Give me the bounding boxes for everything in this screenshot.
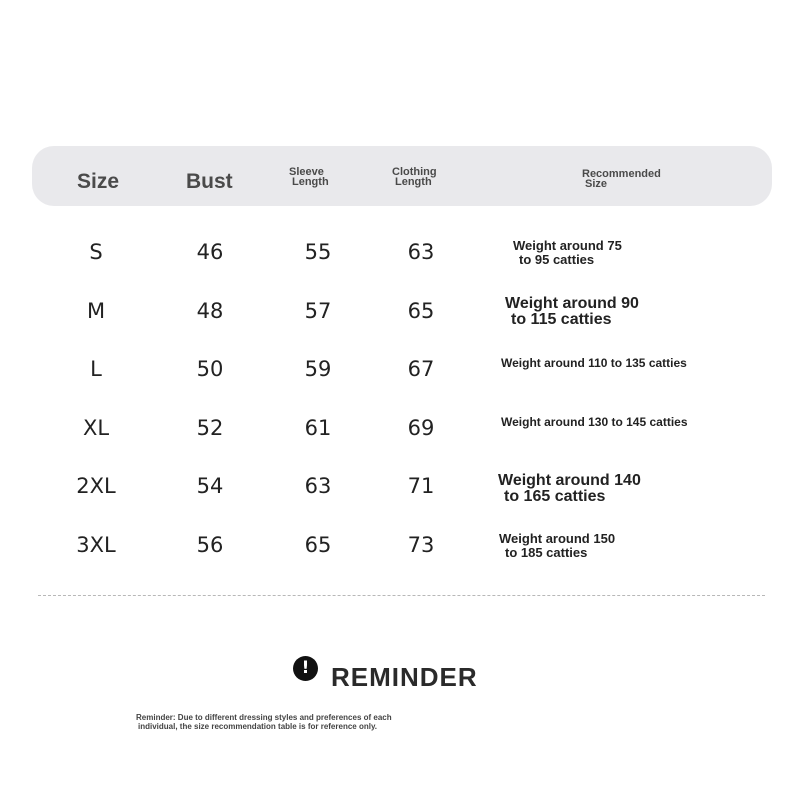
cell-recommended-size <box>501 357 687 370</box>
header-clothing-length <box>392 167 437 187</box>
cell-recommended-size <box>499 532 615 560</box>
rec-line2: to 95 catties <box>519 252 595 267</box>
cell-recommended-size <box>498 473 641 505</box>
cell-size: L <box>90 357 102 381</box>
cell-clothing-length: 65 <box>407 299 435 323</box>
rec-line1: Weight around 90 <box>505 295 639 312</box>
header-sleeve-length <box>289 167 329 187</box>
cell-bust: 52 <box>196 416 224 440</box>
rec-line2: to 115 catties <box>511 311 612 328</box>
header-size: Size <box>77 170 120 193</box>
cell-recommended-size <box>513 239 622 267</box>
cell-size: 3XL <box>76 533 116 557</box>
cell-size: 2XL <box>76 474 116 498</box>
cell-recommended-size <box>501 416 688 429</box>
header-rec-line1: Recommended <box>582 168 661 180</box>
reminder-note <box>136 713 446 731</box>
cell-bust: 54 <box>196 474 224 498</box>
header-bust: Bust <box>186 170 233 193</box>
cell-sleeve-length: 65 <box>304 533 332 557</box>
dashed-divider <box>38 595 765 596</box>
cell-clothing-length: 67 <box>407 357 435 381</box>
reminder-note-line1: Reminder: Due to different dressing styles and preferences of each <box>136 713 392 722</box>
rec-line1: Weight around 150 <box>499 531 616 546</box>
cell-size: XL <box>82 416 110 440</box>
header-recommended-size <box>582 169 661 189</box>
cell-recommended-size <box>505 296 639 328</box>
cell-bust: 46 <box>196 240 224 264</box>
cell-size: M <box>86 299 106 323</box>
cell-bust: 56 <box>196 533 224 557</box>
cell-sleeve-length: 55 <box>304 240 332 264</box>
cell-clothing-length: 69 <box>407 416 435 440</box>
header-sleeve-line2: Length <box>292 176 329 188</box>
rec-line2: to 185 catties <box>505 545 588 560</box>
cell-size: S <box>89 240 103 264</box>
rec-line1: Weight around 130 to 145 catties <box>501 415 688 429</box>
cell-clothing-length: 63 <box>407 240 435 264</box>
exclamation-icon: ! <box>293 656 318 681</box>
cell-bust: 48 <box>196 299 224 323</box>
reminder-title: REMINDER <box>331 662 478 692</box>
rec-line1: Weight around 140 <box>498 472 641 489</box>
header-clothing-line1: Clothing <box>392 166 437 178</box>
cell-clothing-length: 73 <box>407 533 435 557</box>
cell-sleeve-length: 63 <box>304 474 332 498</box>
rec-line2: to 165 catties <box>504 488 606 505</box>
rec-line1: Weight around 110 to 135 catties <box>501 356 687 370</box>
cell-sleeve-length: 61 <box>304 416 332 440</box>
header-clothing-line2: Length <box>395 176 432 188</box>
cell-clothing-length: 71 <box>407 474 435 498</box>
cell-bust: 50 <box>196 357 224 381</box>
cell-sleeve-length: 57 <box>304 299 332 323</box>
header-rec-line2: Size <box>585 178 608 190</box>
header-sleeve-line1: Sleeve <box>289 166 324 178</box>
reminder-note-line2: individual, the size recommendation table is for reference only. <box>138 722 378 731</box>
cell-sleeve-length: 59 <box>304 357 332 381</box>
rec-line1: Weight around 75 <box>513 238 622 253</box>
